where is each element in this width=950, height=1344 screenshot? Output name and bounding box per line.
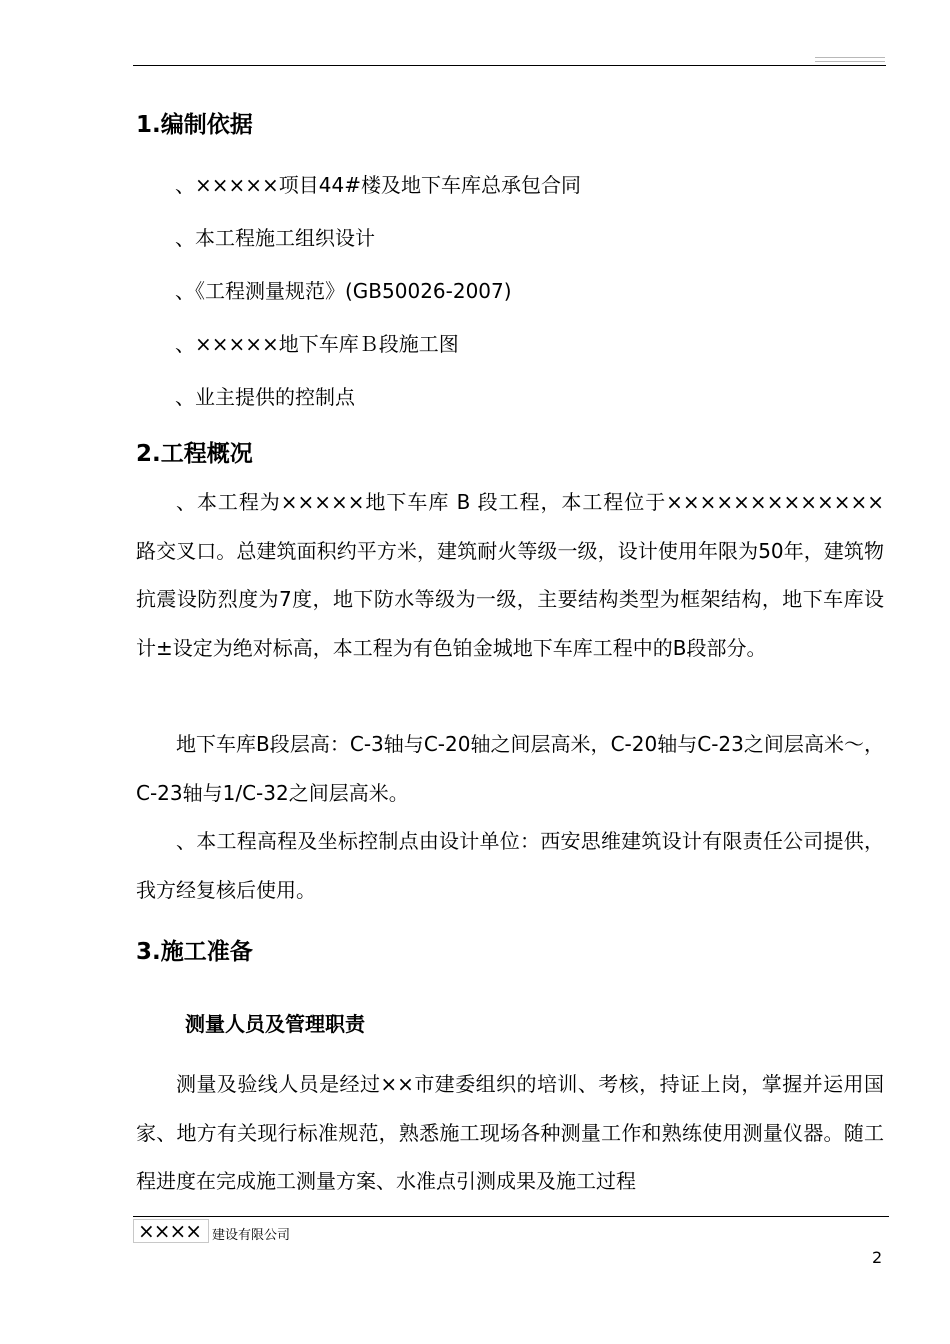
- floor-height-paragraph: [136, 720, 884, 817]
- header-rule: [133, 65, 886, 66]
- paragraph: 测量及验线人员是经过××市建委组织的培训、考核，持证上岗，掌握并运用国家、地方有关现行标准规范，熟悉施工现场各种测量工作和熟练使用测量仪器。随工程进度在完成施工测量方案、水准点引测成果及施工过程: [136, 1072, 884, 1193]
- section-heading-2: 2.工程概况: [136, 441, 253, 467]
- company-name: 建设有限公司: [212, 1228, 291, 1243]
- overview-paragraph: [136, 478, 884, 672]
- header-mark: [815, 57, 885, 58]
- list-item: 、《工程测量规范》(GB50026-2007): [175, 279, 512, 303]
- control-point-paragraph: [136, 817, 884, 914]
- list-item: 、本工程施工组织设计: [175, 226, 375, 250]
- subsection-heading: 测量人员及管理职责: [185, 1012, 365, 1036]
- company-logo-text: ××××: [138, 1219, 202, 1243]
- list-item: 、×××××项目44#楼及地下车库总承包合同: [175, 173, 581, 197]
- header-mark: [815, 61, 885, 62]
- footer-rule: [133, 1216, 889, 1217]
- page-number: 2: [872, 1248, 883, 1267]
- section-heading-3: 3.施工准备: [136, 939, 253, 965]
- section-heading-1: 1.编制依据: [136, 112, 253, 138]
- paragraph: 、本工程高程及坐标控制点由设计单位：西安思维建筑设计有限责任公司提供，我方经复核后使用。: [136, 829, 884, 902]
- paragraph: 地下车库B段层高：C-3轴与C-20轴之间层高米，C-20轴与C-23之间层高米～，C-23轴与1/C-32之间层高米。: [136, 732, 884, 805]
- list-item: 、×××××地下车库Ｂ段施工图: [175, 332, 459, 356]
- paragraph: 、本工程为×××××地下车库 B 段工程，本工程位于×××××××××××××路交叉口。总建筑面积约平方米，建筑耐火等级一级，设计使用年限为50年，建筑物抗震设防烈度为7度，地下防水等级为一级，主要结构类型为框架结构，地下车库设计±设定为绝对标高，本工程为有色铂金城地下车库工程中的B段部分。: [136, 490, 884, 660]
- personnel-paragraph: [136, 1060, 884, 1206]
- list-item: 、业主提供的控制点: [175, 385, 355, 409]
